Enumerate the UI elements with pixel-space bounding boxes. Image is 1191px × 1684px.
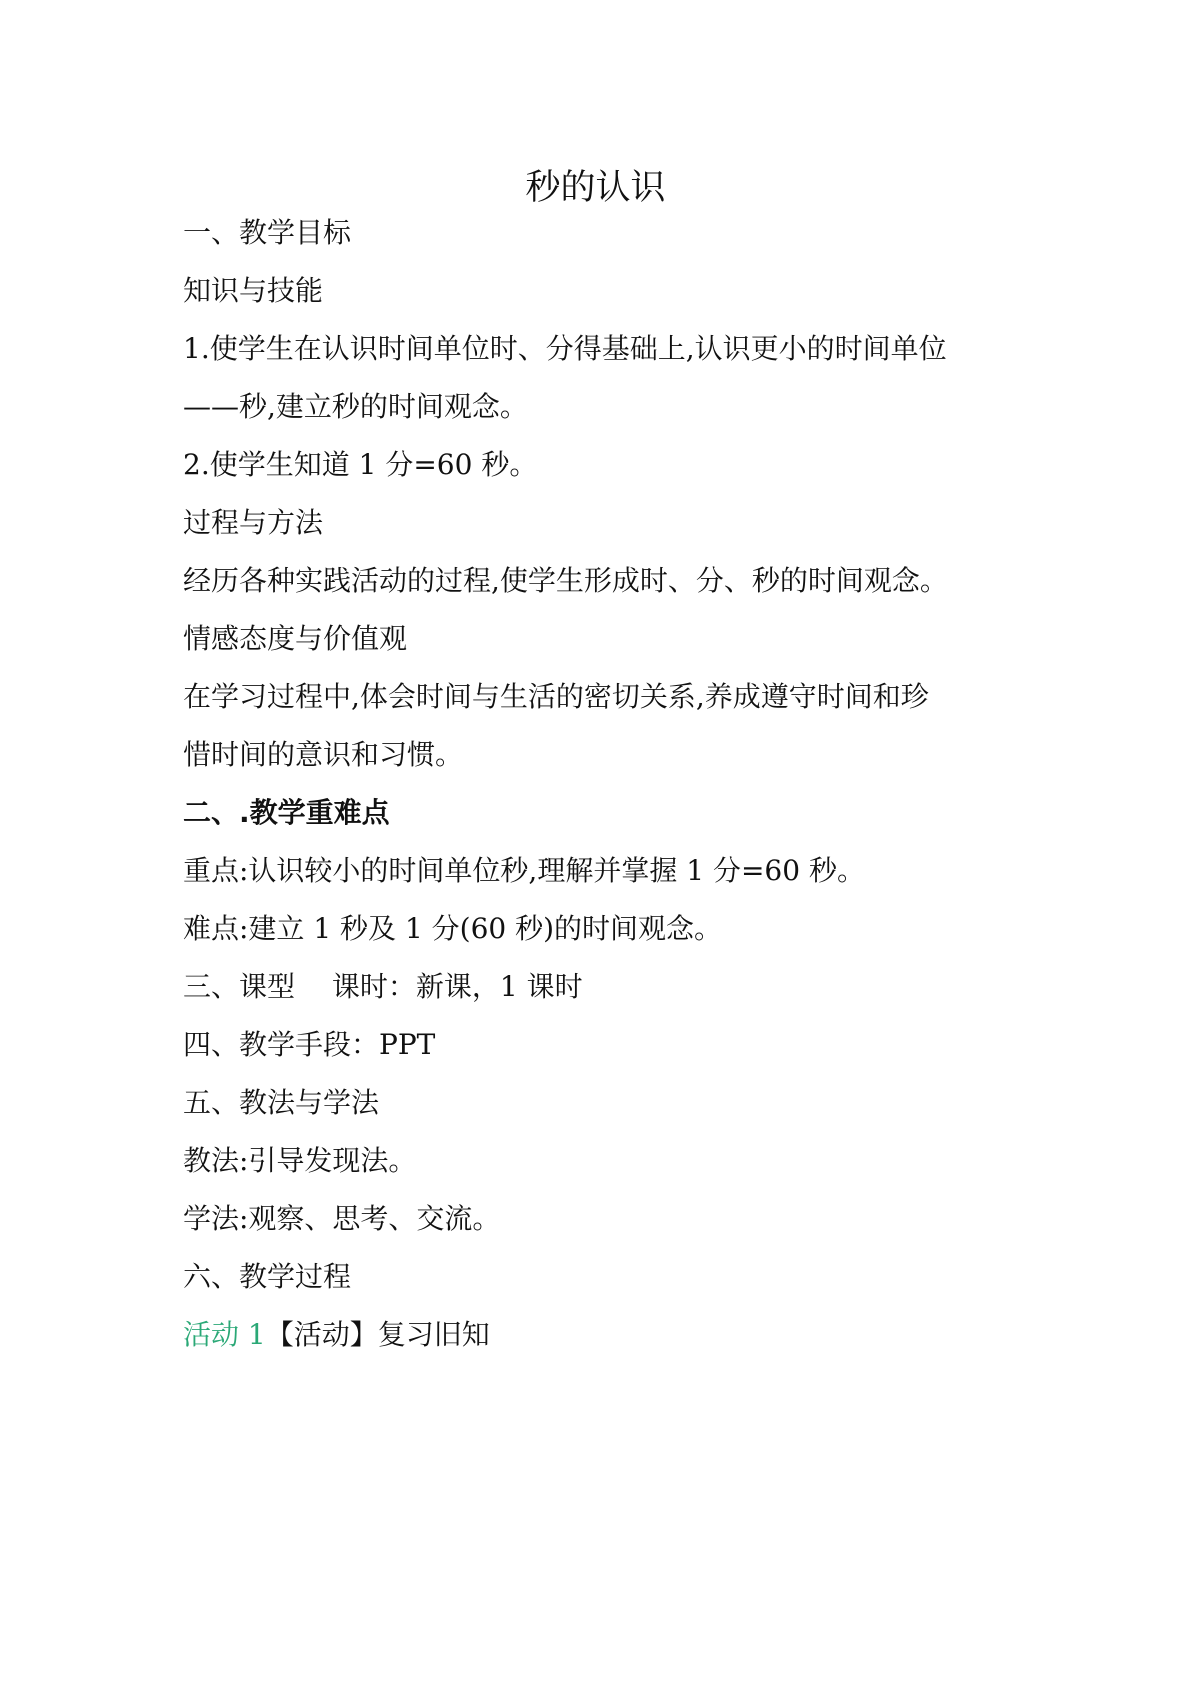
teaching-method-text: 教法:引导发现法。 [183,1144,417,1177]
emotion-values-line-2: 惜时间的意识和习惯。 [183,738,464,771]
document-title: 秒的认识 [525,168,666,208]
objective-item-1-line-2: ——秒,建立秒的时间观念。 [183,390,528,423]
section-heading-objectives: 一、教学目标 [183,216,352,249]
activity-1-text: 【活动】复习旧知 [265,1318,490,1351]
activity-1-label: 活动 1 [183,1318,266,1351]
difficult-point-text: 难点:建立 1 秒及 1 分(60 秒)的时间观念。 [183,912,723,945]
learning-method-text: 学法:观察、思考、交流。 [183,1202,501,1235]
emotion-values-line-1: 在学习过程中,体会时间与生活的密切关系,养成遵守时间和珍 [183,680,929,713]
section-course-type: 三、课型 课时：新课，1 课时 [183,970,583,1003]
section-heading-key-difficult: 二、.教学重难点 [183,796,390,829]
process-method-text: 经历各种实践活动的过程,使学生形成时、分、秒的时间观念。 [183,564,948,597]
section-teaching-means: 四、教学手段：PPT [183,1028,436,1061]
subheading-knowledge-skills: 知识与技能 [183,274,324,307]
subheading-emotion-values: 情感态度与价值观 [183,622,408,655]
objective-item-1-line-1: 1.使学生在认识时间单位时、分得基础上,认识更小的时间单位 [183,332,947,365]
key-point-text: 重点:认识较小的时间单位秒,理解并掌握 1 分=60 秒。 [183,854,865,887]
section-heading-process: 六、教学过程 [183,1260,352,1293]
subheading-process-method: 过程与方法 [183,506,324,539]
activity-1-line [183,1317,490,1353]
objective-item-2: 2.使学生知道 1 分=60 秒。 [183,448,538,481]
section-heading-methods: 五、教法与学法 [183,1086,380,1119]
